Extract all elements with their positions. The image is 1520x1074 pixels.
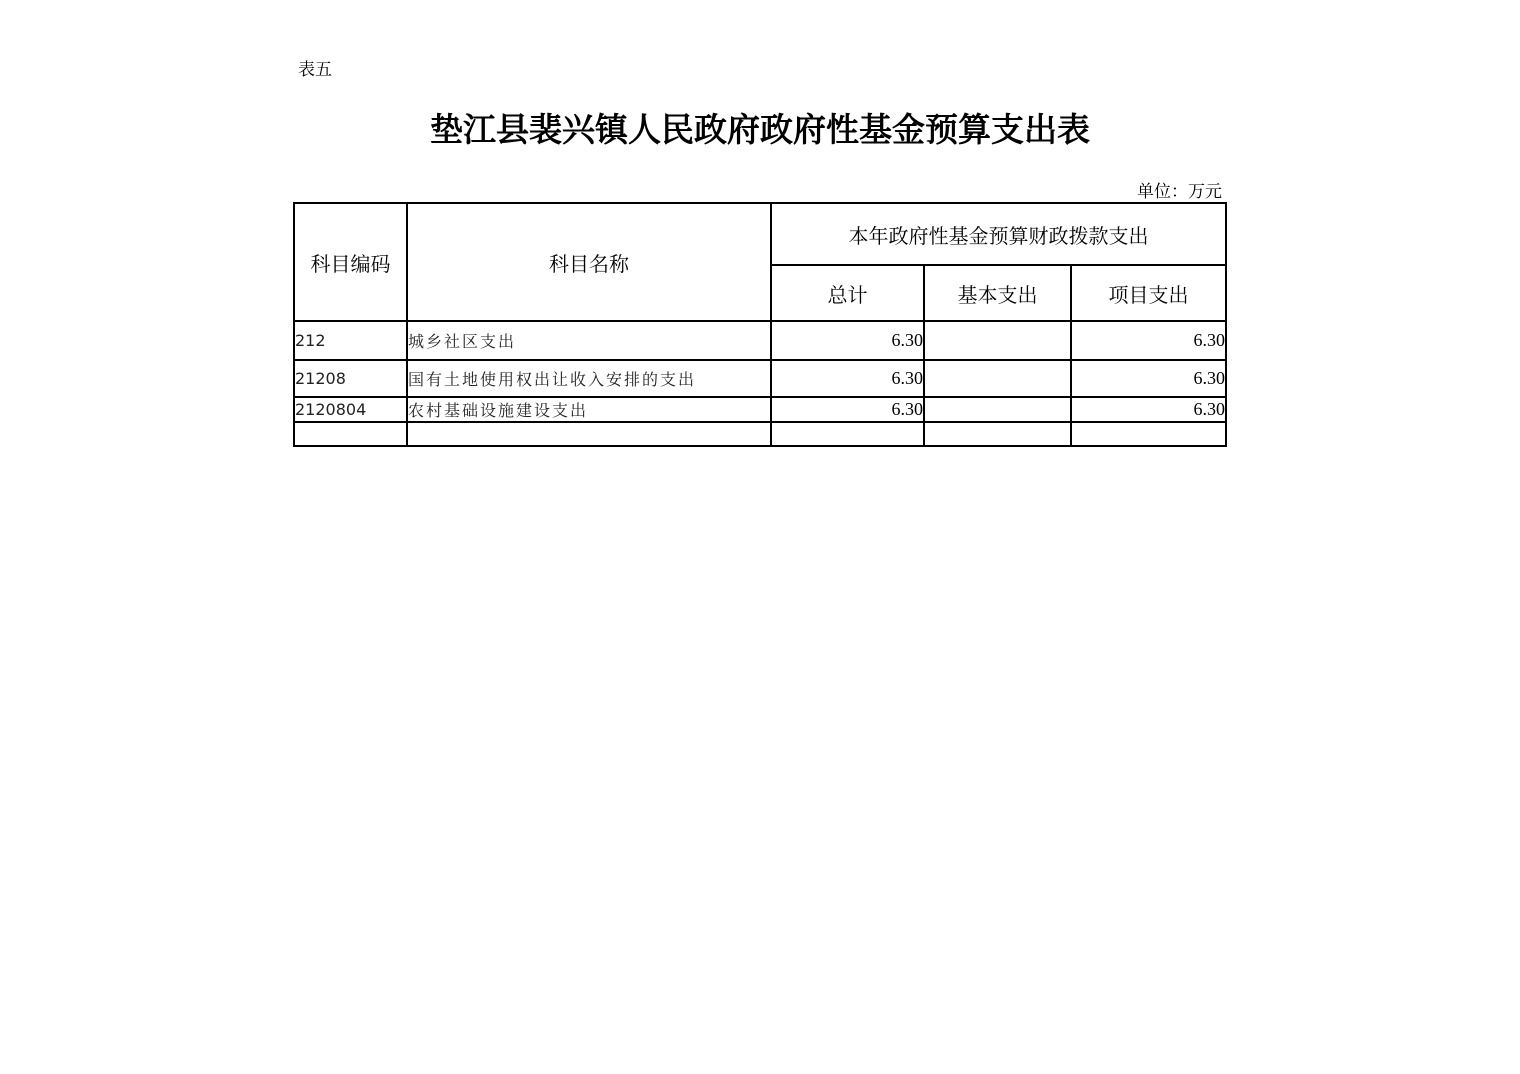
unit-note: 单位：万元 — [1137, 182, 1222, 202]
row-project: 6.30 — [1071, 321, 1226, 360]
empty-cell — [407, 422, 771, 446]
header-group: 本年政府性基金预算财政拨款支出 — [771, 203, 1226, 265]
document-title: 垫江县裴兴镇人民政府政府性基金预算支出表 — [430, 110, 1090, 149]
row-basic — [924, 360, 1071, 397]
header-basic: 基本支出 — [924, 265, 1071, 321]
row-project: 6.30 — [1071, 397, 1226, 422]
row-total: 6.30 — [771, 360, 924, 397]
table-row — [294, 397, 1226, 422]
empty-cell — [1071, 422, 1226, 446]
row-total: 6.30 — [771, 321, 924, 360]
header-project: 项目支出 — [1071, 265, 1226, 321]
row-name: 国有土地使用权出让收入安排的支出 — [407, 360, 771, 397]
row-code: 2120804 — [294, 397, 407, 422]
row-project: 6.30 — [1071, 360, 1226, 397]
table-row — [294, 321, 1226, 360]
row-basic — [924, 321, 1071, 360]
header-total: 总计 — [771, 265, 924, 321]
row-name: 城乡社区支出 — [407, 321, 771, 360]
row-name: 农村基础设施建设支出 — [407, 397, 771, 422]
row-basic — [924, 397, 1071, 422]
empty-cell — [924, 422, 1071, 446]
table-header-row — [294, 203, 1226, 265]
row-code: 212 — [294, 321, 407, 360]
empty-cell — [294, 422, 407, 446]
empty-cell — [771, 422, 924, 446]
table-row — [294, 360, 1226, 397]
table-number-label: 表五 — [298, 60, 332, 80]
row-code: 21208 — [294, 360, 407, 397]
header-code: 科目编码 — [294, 203, 407, 321]
header-name: 科目名称 — [407, 203, 771, 321]
empty-row — [294, 422, 1226, 446]
row-total: 6.30 — [771, 397, 924, 422]
budget-table — [293, 202, 1227, 447]
